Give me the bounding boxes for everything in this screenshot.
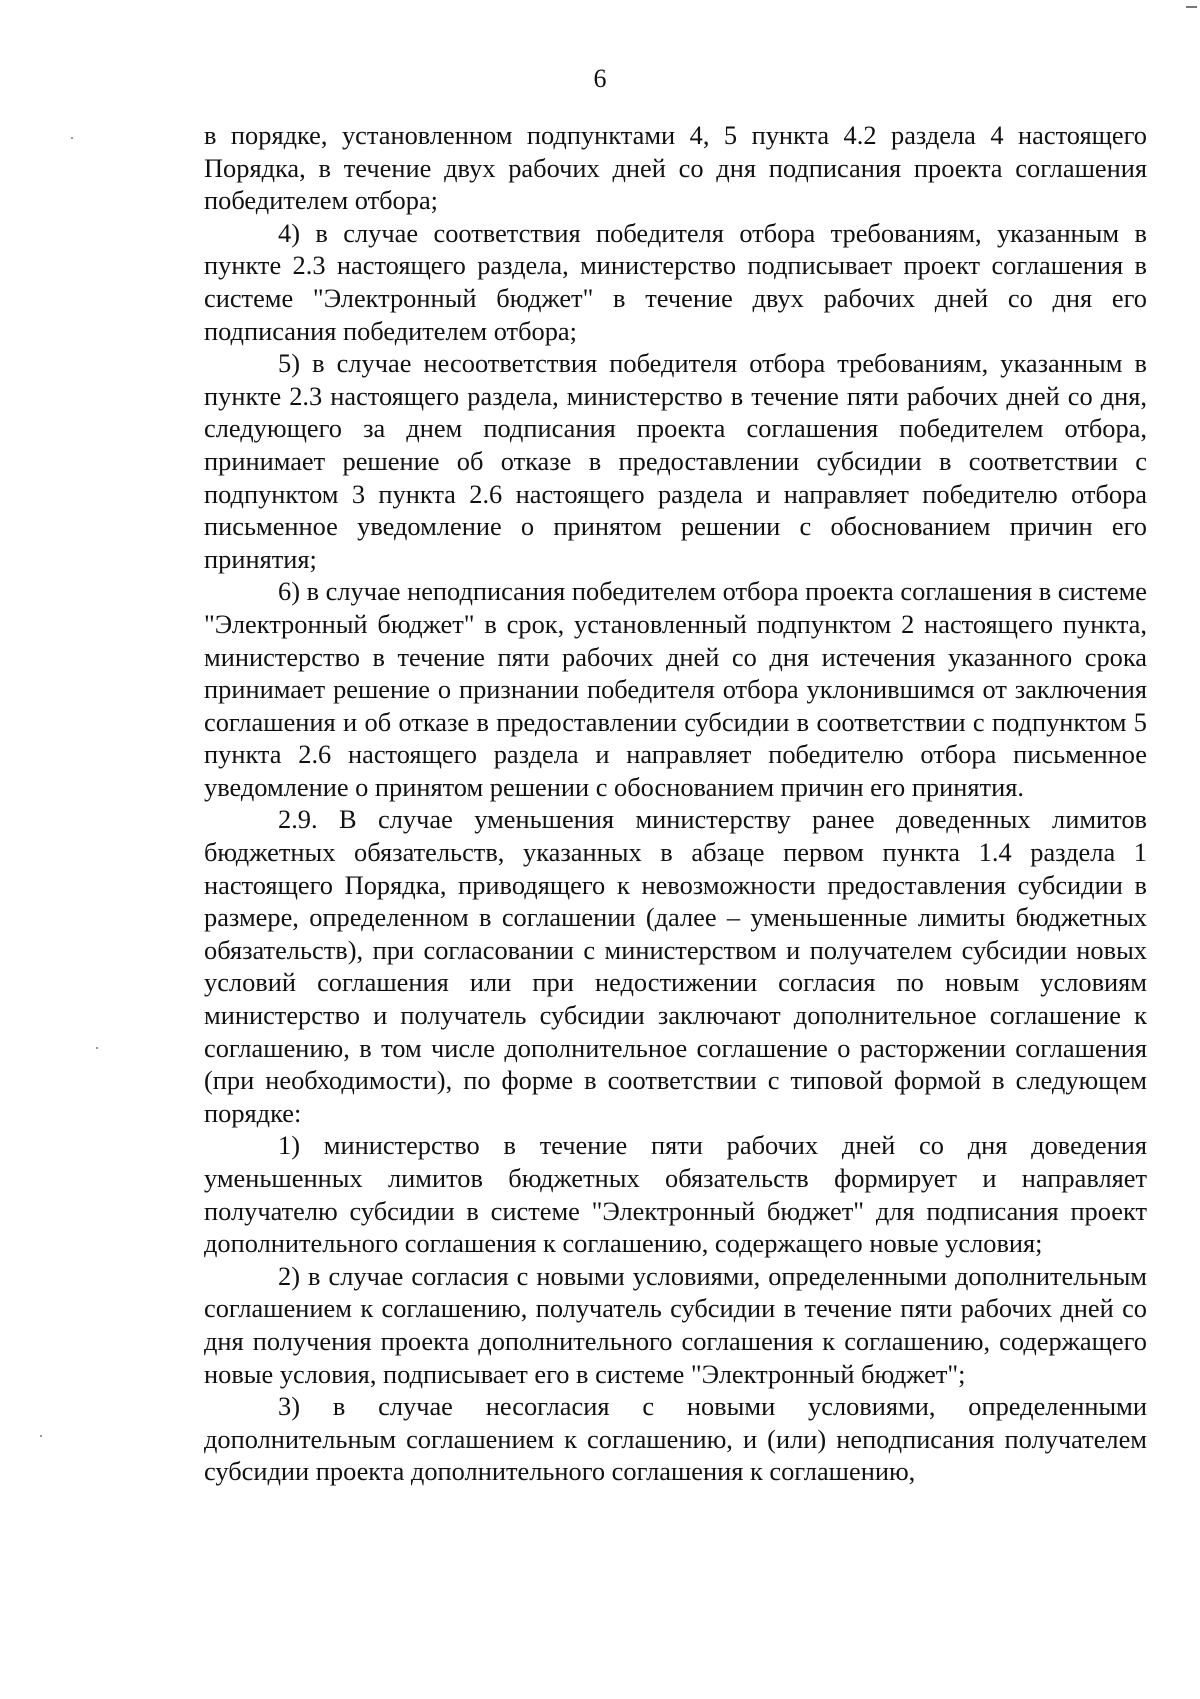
paragraph-subitem-5: 5) в случае несоответствия победителя отбора требованиям, указанным в пункте 2.3 настоящего раздела, министерство в течение пяти рабочих дней со дня, следующего за днем подписания проекта соглашения победителем отбора, принимает решение об отказе в предоставлении субсидии в соответствии с подпунктом 3 пункта 2.6 настоящего раздела и направляет победителю отбора письменное уведомление о принятом решении с обоснованием причин его принятия; — [204, 348, 1147, 574]
scan-artifact — [1186, 6, 1197, 8]
document-body — [204, 119, 1147, 1488]
paragraph-subitem-3: 3) в случае несогласия с новыми условиями, определенными дополнительным соглашением к соглашению, и (или) неподписания получателем субсидии проекта дополнительного соглашения к соглашению, — [204, 1391, 1147, 1487]
paragraph-clause-2-9: 2.9. В случае уменьшения министерству ранее доведенных лимитов бюджетных обязательств, указанных в абзаце первом пункта 1.4 раздела 1 настоящего Порядка, приводящего к невозможности предоставления субсидии в размере, определенном в соглашении (далее – уменьшенные лимиты бюджетных обязательств), при согласовании с министерством и получателем субсидии новых условий соглашения или при недостижении согласия по новым условиям министерство и получатель субсидии заключают дополнительное соглашение к соглашению, в том числе дополнительное соглашение о расторжении соглашения (при необходимости), по форме в соответствии с типовой формой в следующем порядке: — [204, 804, 1147, 1128]
page-number: 6 — [593, 64, 607, 93]
paragraph-continuation: в порядке, установленном подпунктами 4, 5 пункта 4.2 раздела 4 настоящего Порядка, в течение двух рабочих дней со дня подписания проекта соглашения победителем отбора; — [204, 120, 1147, 216]
paragraph-subitem-2: 2) в случае согласия с новыми условиями, определенными дополнительным соглашением к соглашению, получатель субсидии в течение пяти рабочих дней со дня получения проекта дополнительного соглашения к соглашению, содержащего новые условия, подписывает его в системе "Электронный бюджет"; — [204, 1260, 1147, 1389]
scan-artifact — [71, 137, 73, 139]
scan-artifact — [96, 1047, 98, 1049]
scan-artifact — [40, 1435, 42, 1437]
paragraph-subitem-4: 4) в случае соответствия победителя отбора требованиям, указанным в пункте 2.3 настоящего раздела, министерство подписывает проект соглашения в системе "Электронный бюджет" в течение двух рабочих дней со дня его подписания победителем отбора; — [204, 217, 1147, 346]
paragraph-subitem-6: 6) в случае неподписания победителем отбора проекта соглашения в системе "Электронный бюджет" в срок, установленный подпунктом 2 настоящего пункта, министерство в течение пяти рабочих дней со дня истечения указанного срока принимает решение о признании победителя отбора уклонившимся от заключения соглашения и об отказе в предоставлении субсидии в соответствии с подпунктом 5 пункта 2.6 настоящего раздела и направляет победителю отбора письменное уведомление о принятом решении с обоснованием причин его принятия. — [204, 576, 1147, 802]
paragraph-subitem-1: 1) министерство в течение пяти рабочих дней со дня доведения уменьшенных лимитов бюджетных обязательств формирует и направляет получателю субсидии в системе "Электронный бюджет" для подписания проект дополнительного соглашения к соглашению, содержащего новые условия; — [204, 1130, 1147, 1259]
